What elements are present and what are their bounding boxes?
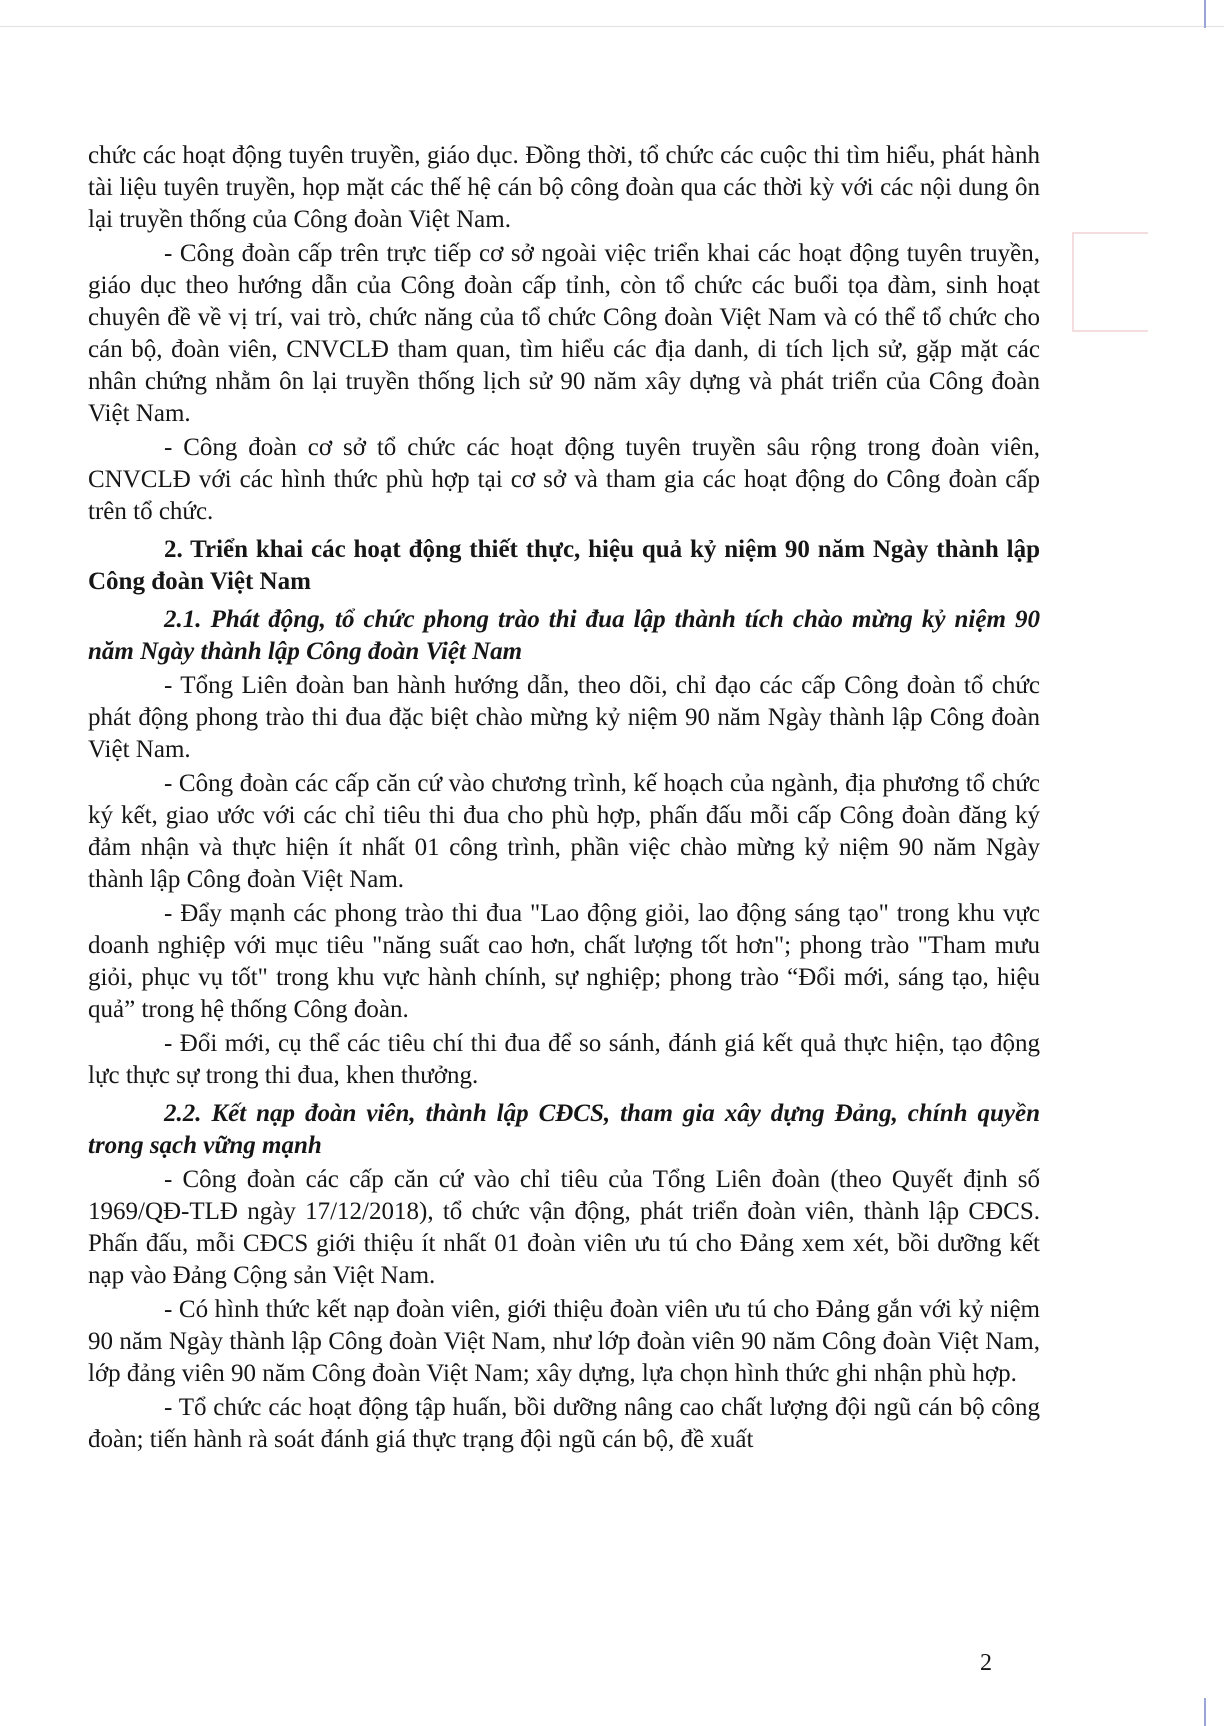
page-number: 2 — [980, 1650, 992, 1676]
subsection-heading-2-1: 2.1. Phát động, tổ chức phong trào thi đua lập thành tích chào mừng kỷ niệm 90 năm Ngày thành lập Công đoàn Việt Nam — [88, 606, 1040, 665]
faded-stamp — [1072, 232, 1148, 332]
paragraph-admission-forms: - Có hình thức kết nạp đoàn viên, giới thiệu đoàn viên ưu tú cho Đảng gắn với kỷ niệm 90 năm Ngày thành lập Công đoàn Việt Nam, như lớp đoàn viên 90 năm Công đoàn Việt Nam, lớp đảng viên 90 năm Công đoàn Việt Nam; xây dựng, lựa chọn hình thức ghi nhận phù hợp. — [88, 1296, 1040, 1387]
paragraph-all-levels: - Công đoàn các cấp căn cứ vào chương trình, kế hoạch của ngành, địa phương tổ chức ký kết, giao ước với các chỉ tiêu thi đua cho phù hợp, phấn đấu mỗi cấp Công đoàn đăng ký đảm nhận và thực hiện ít nhất 01 công trình, phần việc chào mừng kỷ niệm 90 năm Ngày thành lập Công đoàn Việt Nam. — [88, 770, 1040, 893]
scan-border-line — [0, 26, 1224, 27]
paragraph-criteria: - Đổi mới, cụ thể các tiêu chí thi đua để so sánh, đánh giá kết quả thực hiện, tạo động lực thực sự trong thi đua, khen thưởng. — [88, 1030, 1040, 1089]
paragraph-training: - Tổ chức các hoạt động tập huấn, bồi dưỡng nâng cao chất lượng đội ngũ cán bộ công đoàn; tiến hành rà soát đánh giá thực trạng đội ngũ cán bộ, đề xuất — [88, 1394, 1040, 1453]
scan-edge-mark-bottom — [1204, 1698, 1206, 1726]
document-body — [88, 140, 1040, 1458]
section-heading-2: 2. Triển khai các hoạt động thiết thực, hiệu quả kỷ niệm 90 năm Ngày thành lập Công đoàn Việt Nam — [88, 536, 1040, 595]
scan-edge-mark-top — [1204, 0, 1206, 28]
paragraph-continuation: chức các hoạt động tuyên truyền, giáo dục. Đồng thời, tổ chức các cuộc thi tìm hiểu, phát hành tài liệu tuyên truyền, họp mặt các thế hệ cán bộ công đoàn qua các thời kỳ với các nội dung ôn lại truyền thống của Công đoàn Việt Nam. — [88, 142, 1040, 233]
paragraph-superior-union: - Công đoàn cấp trên trực tiếp cơ sở ngoài việc triển khai các hoạt động tuyên truyền, giáo dục theo hướng dẫn của Công đoàn cấp tỉnh, còn tổ chức các buổi tọa đàm, sinh hoạt chuyên đề về vị trí, vai trò, chức năng của tổ chức Công đoàn Việt Nam và có thể tổ chức cho cán bộ, đoàn viên, CNVCLĐ tham quan, tìm hiểu các địa danh, di tích lịch sử, gặp mặt các nhân chứng nhằm ôn lại truyền thống lịch sử 90 năm xây dựng và phát triển của Công đoàn Việt Nam. — [88, 240, 1040, 427]
paragraph-emulation-movements: - Đẩy mạnh các phong trào thi đua "Lao động giỏi, lao động sáng tạo" trong khu vực doanh nghiệp với mục tiêu "năng suất cao hơn, chất lượng tốt hơn"; phong trào "Tham mưu giỏi, phục vụ tốt" trong khu vực hành chính, sự nghiệp; phong trào “Đổi mới, sáng tạo, hiệu quả” trong hệ thống Công đoàn. — [88, 900, 1040, 1023]
paragraph-grassroots-union: - Công đoàn cơ sở tổ chức các hoạt động tuyên truyền sâu rộng trong đoàn viên, CNVCLĐ với các hình thức phù hợp tại cơ sở và tham gia các hoạt động do Công đoàn cấp trên tổ chức. — [88, 434, 1040, 525]
paragraph-member-development: - Công đoàn các cấp căn cứ vào chỉ tiêu của Tổng Liên đoàn (theo Quyết định số 1969/QĐ-TLĐ ngày 17/12/2018), tổ chức vận động, phát triển đoàn viên, thành lập CĐCS. Phấn đấu, mỗi CĐCS giới thiệu ít nhất 01 đoàn viên ưu tú cho Đảng xem xét, bồi dưỡng kết nạp vào Đảng Cộng sản Việt Nam. — [88, 1166, 1040, 1289]
subsection-heading-2-2: 2.2. Kết nạp đoàn viên, thành lập CĐCS, tham gia xây dựng Đảng, chính quyền trong sạch vững mạnh — [88, 1100, 1040, 1159]
paragraph-federation-guidance: - Tổng Liên đoàn ban hành hướng dẫn, theo dõi, chỉ đạo các cấp Công đoàn tổ chức phát động phong trào thi đua đặc biệt chào mừng kỷ niệm 90 năm Ngày thành lập Công đoàn Việt Nam. — [88, 672, 1040, 763]
